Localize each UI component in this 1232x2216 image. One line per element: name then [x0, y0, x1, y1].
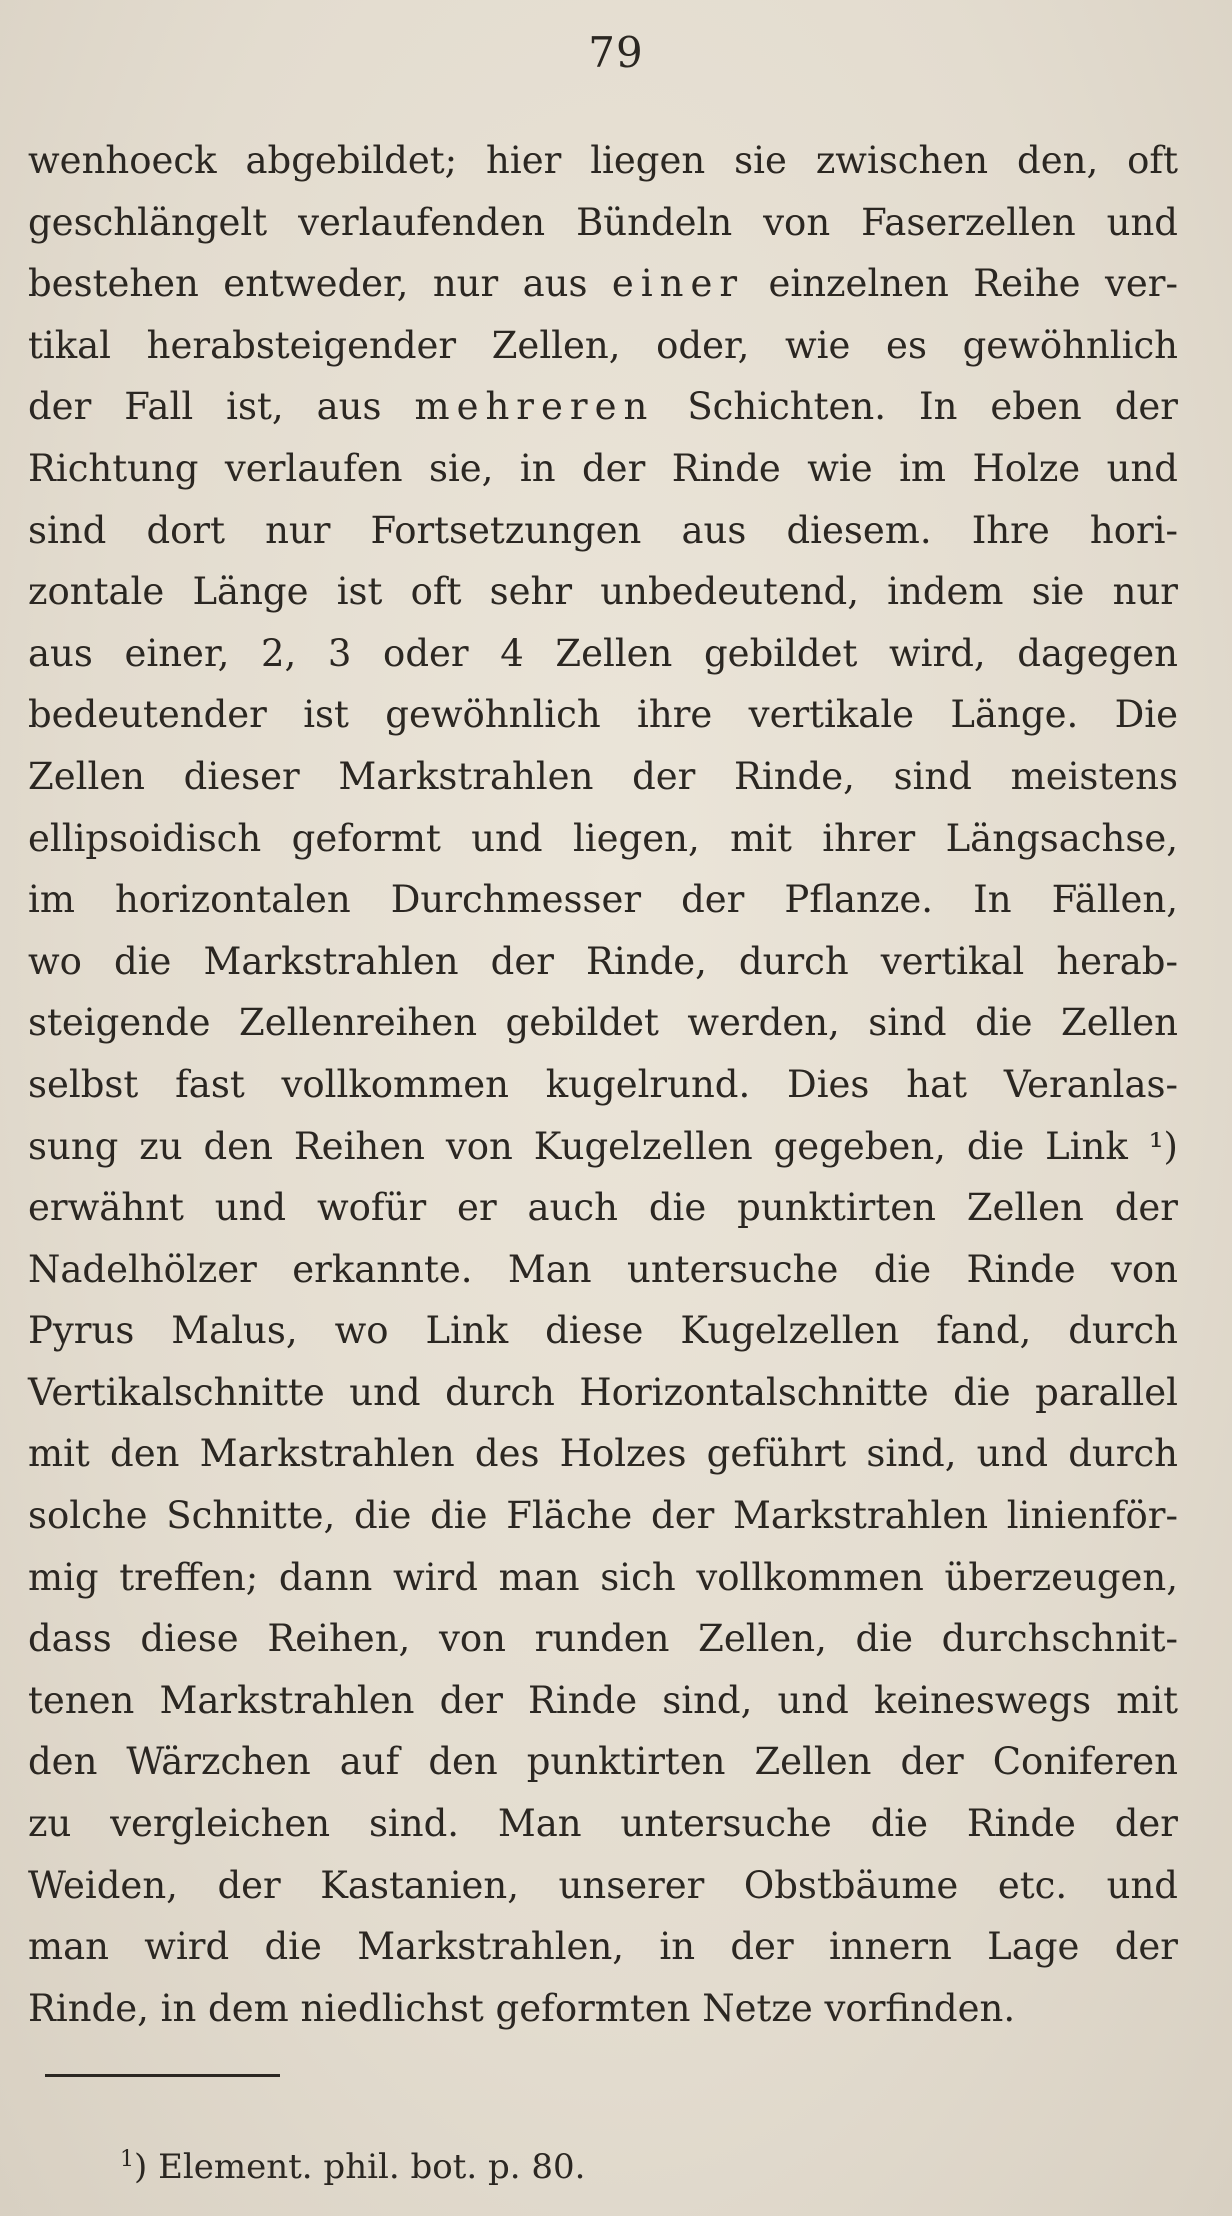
text-line: mit den Markstrahlen des Holzes geführt sind, und durch	[28, 1432, 1178, 1476]
footnote-text: ) Element. phil. bot. p. 80.	[134, 2147, 586, 2187]
footnote-marker: 1	[120, 2147, 134, 2172]
text-line: ellipsoidisch geformt und liegen, mit ihrer Längsachse,	[28, 816, 1178, 860]
text-line: Vertikalschnitte und durch Horizontalschnitte die parallel	[28, 1370, 1178, 1414]
text-line: zontale Länge ist oft sehr unbedeutend, indem sie nur	[28, 570, 1178, 614]
text-line: mig treffen; dann wird man sich vollkommen überzeugen,	[28, 1555, 1178, 1599]
text-line: wenhoeck abgebildet; hier liegen sie zwischen den, oft	[28, 139, 1178, 182]
page-number: 79	[588, 28, 644, 77]
text-line: bedeutender ist gewöhnlich ihre vertikale Länge. Die	[28, 693, 1178, 737]
text-line	[28, 376, 1178, 438]
text-line: selbst fast vollkommen kugelrund. Dies hat Veranlas-	[28, 1062, 1178, 1106]
text-line: im horizontalen Durchmesser der Pflanze. In Fällen,	[28, 878, 1178, 922]
text-line: geschlängelt verlaufenden Bündeln von Faserzellen und	[28, 200, 1178, 244]
text-line: solche Schnitte, die die Fläche der Markstrahlen linienför-	[28, 1494, 1178, 1538]
text-line: Weiden, der Kastanien, unserer Obstbäume etc. und	[28, 1863, 1178, 1907]
text-line: tikal herabsteigender Zellen, oder, wie es gewöhnlich	[28, 323, 1178, 367]
text-line: zu vergleichen sind. Man untersuche die Rinde der	[28, 1802, 1178, 1846]
footnote	[120, 2140, 585, 2187]
body-text	[28, 130, 1178, 2039]
text-segment: bestehen entweder, nur aus	[28, 262, 612, 306]
text-line: Nadelhölzer erkannte. Man untersuche die Rinde von	[28, 1247, 1178, 1291]
text-line: steigende Zellenreihen gebildet werden, sind die Zellen	[28, 1001, 1178, 1045]
text-line: dass diese Reihen, von runden Zellen, die durchschnit-	[28, 1617, 1178, 1661]
text-line: Pyrus Malus, wo Link diese Kugelzellen fand, durch	[28, 1309, 1178, 1353]
text-line: aus einer, 2, 3 oder 4 Zellen gebildet wird, dagegen	[28, 631, 1178, 675]
text-segment: einzelnen Reihe ver-	[744, 262, 1178, 306]
text-segment: Schichten. In eben der	[654, 385, 1178, 429]
text-line: sind dort nur Fortsetzungen aus diesem. Ihre hori-	[28, 508, 1178, 552]
text-line: Richtung verlaufen sie, in der Rinde wie im Holze und	[28, 446, 1178, 490]
emphasized-word: einer	[611, 262, 745, 306]
text-line: Zellen dieser Markstrahlen der Rinde, sind meistens	[28, 754, 1178, 798]
emphasized-word: mehreren	[414, 385, 655, 429]
text-line: Rinde, in dem niedlichst geformten Netze vorfinden.	[28, 1986, 1016, 2030]
text-segment: der Fall ist, aus	[28, 385, 415, 429]
text-line	[28, 253, 1178, 315]
text-line: sung zu den Reihen von Kugelzellen gegeben, die Link ¹)	[28, 1124, 1178, 1168]
text-line: man wird die Markstrahlen, in der innern Lage der	[28, 1925, 1178, 1969]
text-line: wo die Markstrahlen der Rinde, durch vertikal herab-	[28, 939, 1178, 983]
footnote-divider	[45, 2074, 280, 2077]
text-line: den Wärzchen auf den punktirten Zellen der Coniferen	[28, 1740, 1178, 1784]
text-line: erwähnt und wofür er auch die punktirten Zellen der	[28, 1186, 1178, 1230]
text-line: tenen Markstrahlen der Rinde sind, und keineswegs mit	[28, 1678, 1178, 1722]
